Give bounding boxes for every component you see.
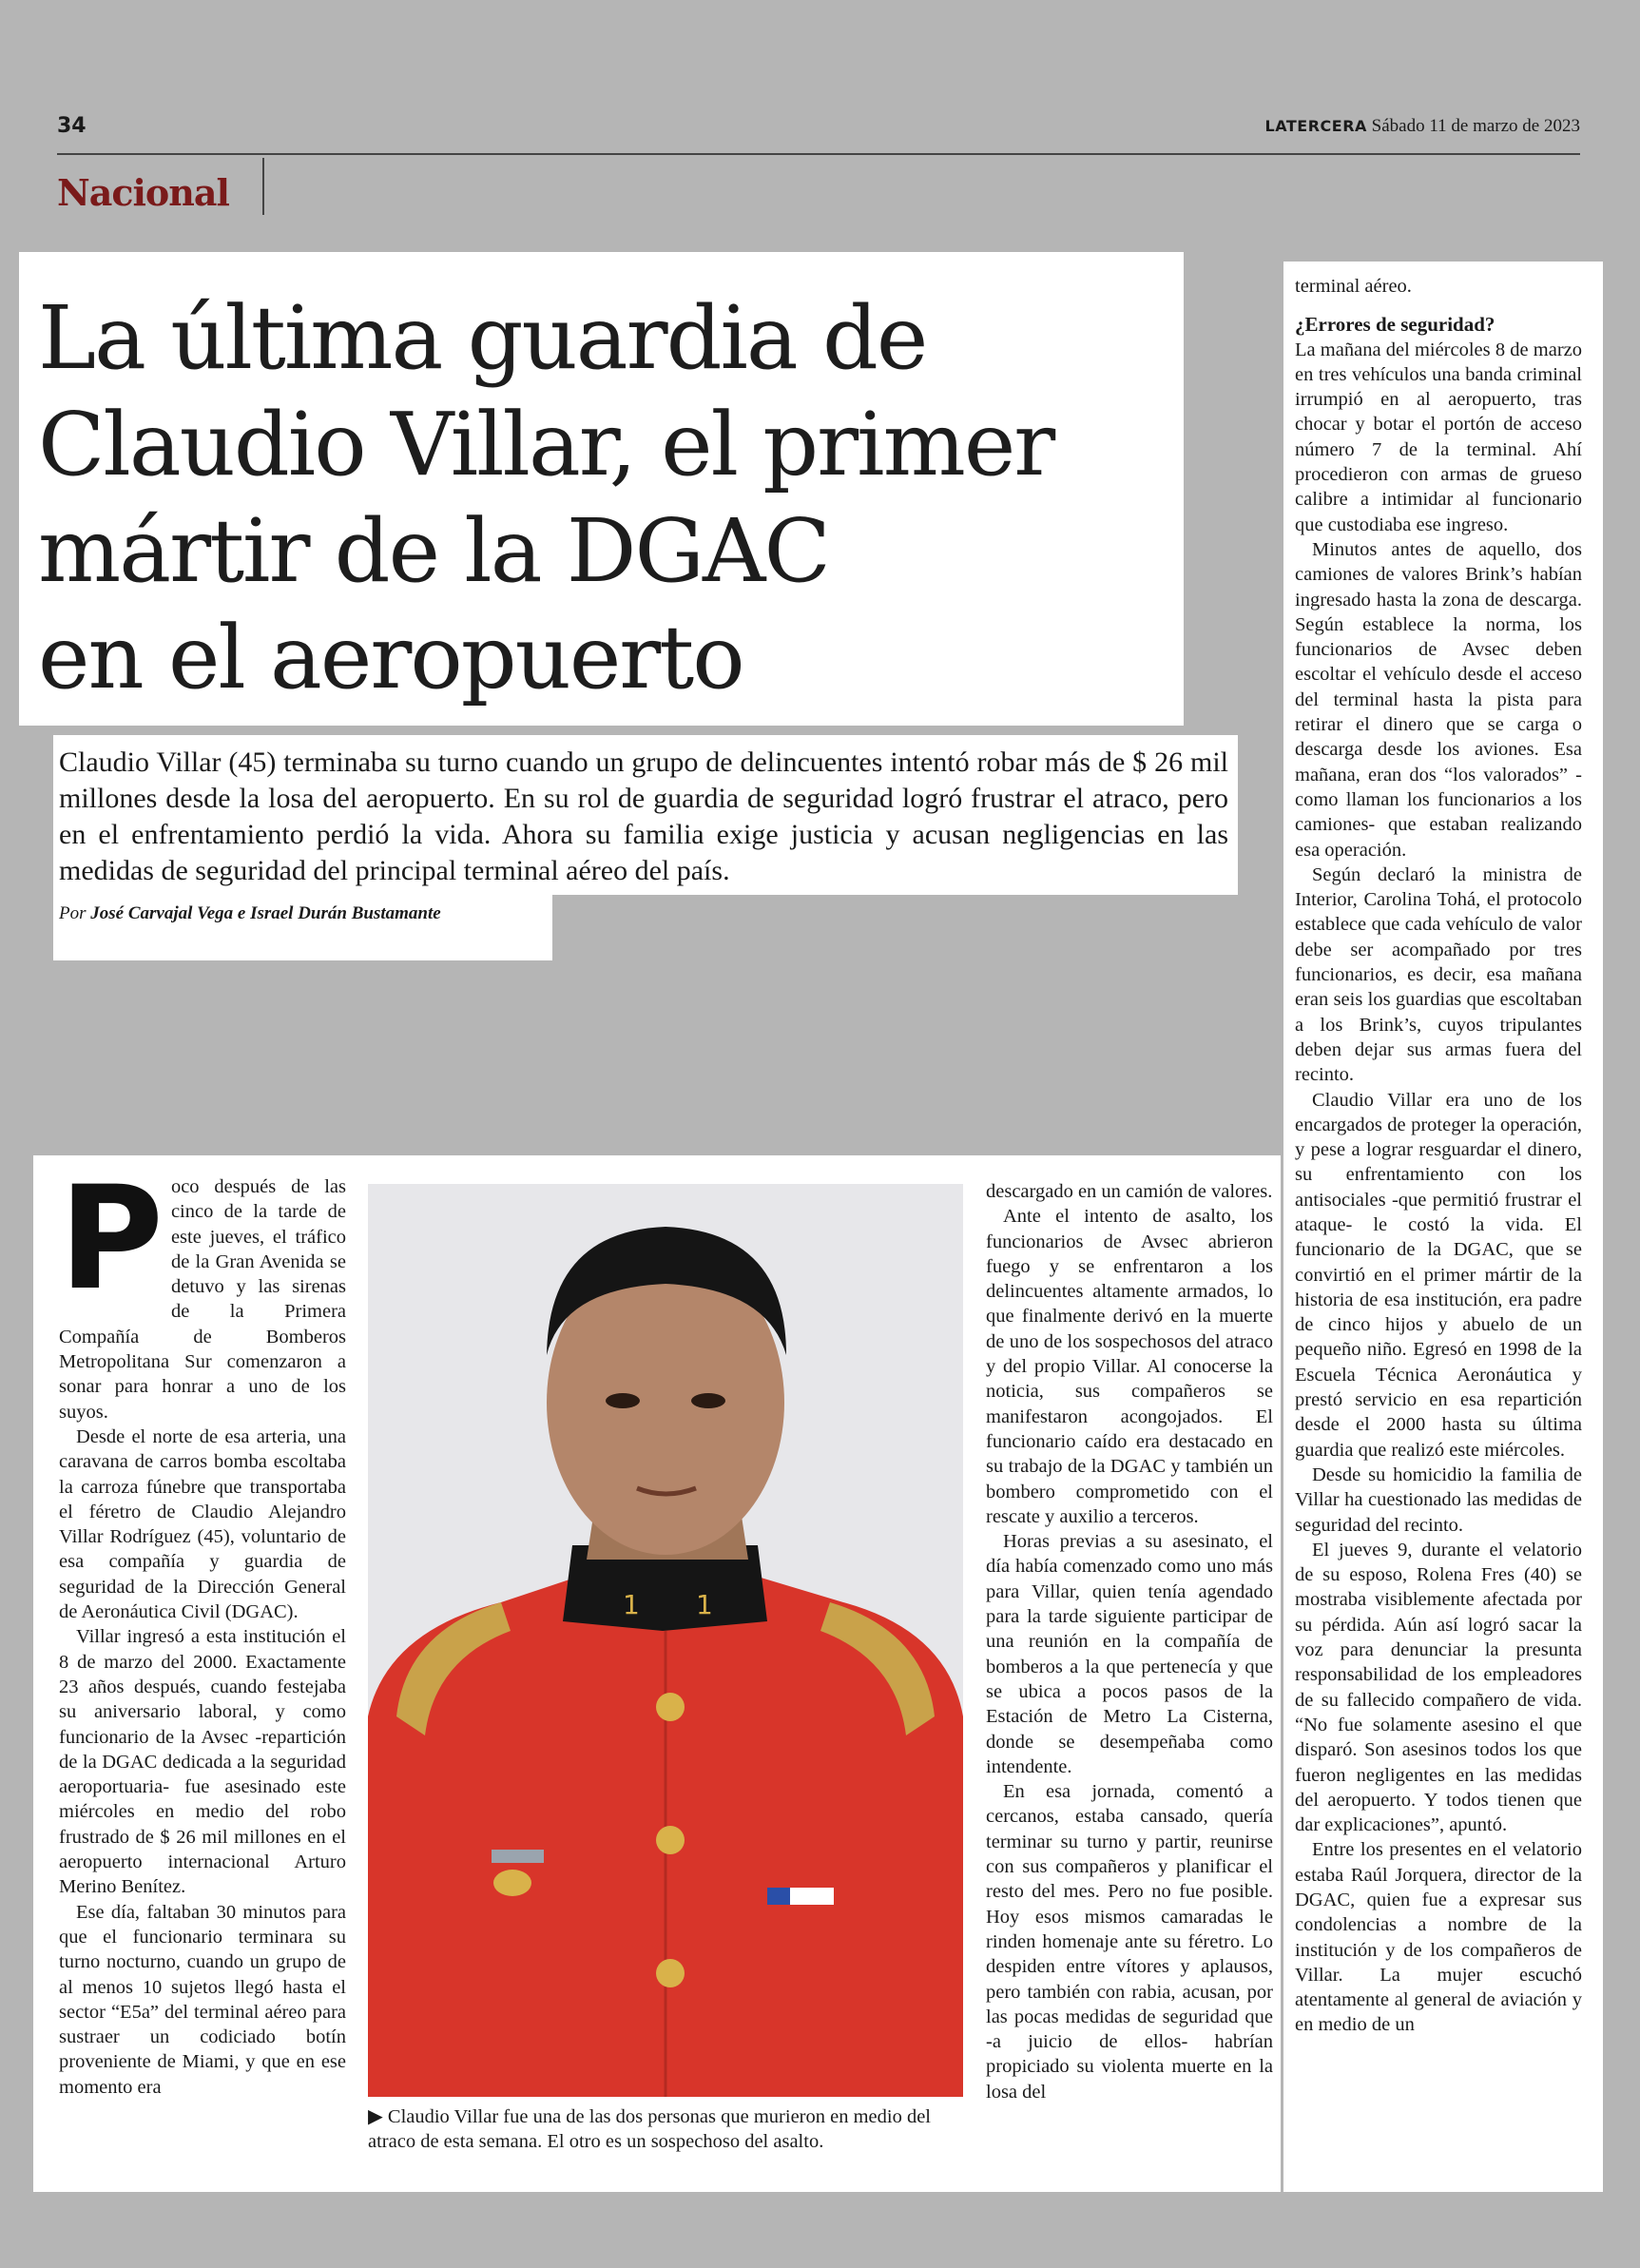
header-rule xyxy=(57,153,1580,155)
headline xyxy=(38,285,1160,711)
issue-date: Sábado 11 de marzo de 2023 xyxy=(1371,116,1580,136)
svg-text:1: 1 xyxy=(623,1589,640,1620)
paragraph: En esa jornada, comentó a cercanos, estaba cansado, quería terminar su turno y partir, reunirse con sus compañeros y planificar el resto del mes. Pero no fue posible. Hoy esos mismos camaradas le rinden homenaje ante su féretro. Lo despiden entre vítores y aplausos, pero también con rabia, acusan, por las pocas medidas de seguridad que -a juicio de ellos- habrían propiciado su violenta muerte en la losa del xyxy=(986,1781,1273,2103)
paragraph: terminal aéreo. xyxy=(1295,276,1412,297)
headline-line: en el aeropuerto xyxy=(38,607,743,708)
subhead: ¿Errores de seguridad? xyxy=(1295,313,1495,337)
paragraph: descargado en un camión de valores. xyxy=(986,1181,1273,1202)
byline-authors: José Carvajal Vega e Israel Durán Bustamante xyxy=(90,903,441,923)
body-column-3 xyxy=(986,1179,1273,2104)
paragraph: oco después de las cinco de la tarde de este jueves, el tráfico de la Gran Avenida se detuvo y las sirenas de la Primera Compañía de Bomberos Metropolitana Sur comenzaron a sonar para honrar a uno de los suyos. xyxy=(59,1176,346,1423)
drop-cap: P xyxy=(59,1156,164,1322)
newspaper-brand: LATERCERA xyxy=(1264,117,1367,135)
masthead xyxy=(1265,116,1580,137)
paragraph: Minutos antes de aquello, dos camiones de valores Brink’s habían ingresado hasta la zona de descarga. Según establece la norma, los funcionarios de Avsec deben escoltar el vehículo desde el acceso del terminal hasta la pista para retirar el dinero que se carga o descarga desde los aviones. Esa mañana, eran dos “los valorados” -como llaman los funcionarios a los camiones- que estaban realizando esa operación. xyxy=(1295,538,1582,861)
paragraph: Desde el norte de esa arteria, una caravana de carros bomba escoltaba la carroza fúnebre que transportaba el féretro de Claudio Alejandro Villar Rodríguez (45), voluntario de esa compañía y guardia de seguridad de la Dirección General de Aeronáutica Civil (DGAC). xyxy=(59,1425,346,1623)
section-label: Nacional xyxy=(57,171,229,214)
headline-line: Claudio Villar, el primer xyxy=(38,394,1054,495)
body-column-4 xyxy=(1295,274,1582,2038)
page-number: 34 xyxy=(57,114,87,138)
body-column-1 xyxy=(59,1156,346,2100)
paragraph: Horas previas a su asesinato, el día había comenzado como uno más para Villar, quien tenía agendado para la tarde siguiente participar de una reunión en la compañía de bomberos a la que pertenecía y que se ubica a pocos pasos de la Estación de Metro La Cisterna, donde se desempeñaba como intendente. xyxy=(986,1531,1273,1777)
svg-text:1: 1 xyxy=(696,1589,713,1620)
headline-line: mártir de la DGAC xyxy=(38,500,829,602)
byline xyxy=(59,903,441,924)
paragraph: Villar ingresó a esta institución el 8 de marzo del 2000. Exactamente 23 años después, cuando festejaba su aniversario laboral, y como funcionario de la Avsec -repartición de la DGAC dedicada a la seguridad aeroportuaria- fue asesinado este miércoles en medio del robo frustrado de $ 26 mil millones en el aeropuerto internacional Arturo Merino Benítez. xyxy=(59,1626,346,1898)
paragraph: Según declaró la ministra de Interior, Carolina Tohá, el protocolo establece que cada vehículo de valor debe ser acompañado por tres funcionarios, es decir, esa mañana eran seis los guardias que escoltaban a los Brink’s, cuyos tripulantes deben dejar sus armas fuera del recinto. xyxy=(1295,863,1582,1086)
section-divider xyxy=(262,158,264,215)
paragraph: Claudio Villar era uno de los encargados de proteger la operación, y pese a lograr resguardar el dinero, su enfrentamiento con los antisociales -que permitió frustrar el ataque- le costó la vida. El funcionario de la DGAC, que se convirtió en el primer mártir de la historia de esa institución, era padre de cinco hijos y abuelo de un pequeño niño. Egresó en 1998 de la Escuela Técnica Aeronáutica y prestó servicio en esa repartición desde el 2000 hasta su última guardia que realizó este miércoles. xyxy=(1295,1089,1582,1461)
paragraph: El jueves 9, durante el velatorio de su esposo, Rolena Fres (40) se mostraba visiblemente afectada por su pérdida. Aún así logró sacar la voz para denunciar la presunta responsabilidad de los empleadores de su fallecido compañero de vida. “No fue solamente asesino el que disparó. Son asesinos todos los que fueron negligentes en las medidas del aeropuerto. Y todos tienen que dar explicaciones”, apuntó. xyxy=(1295,1539,1582,1836)
deck: Claudio Villar (45) terminaba su turno cuando un grupo de delincuentes intentó robar más de $ 26 mil millones desde la losa del aeropuerto. En su rol de guardia de seguridad logró frustrar el atraco, pero en el enfrentamiento perdió la vida. Ahora su familia exige justicia y acusan negligencias en las medidas de seguridad del principal terminal aéreo del país. xyxy=(59,746,1228,886)
paragraph: Desde su homicidio la familia de Villar ha cuestionado las medidas de seguridad del recinto. xyxy=(1295,1464,1582,1536)
byline-prefix: Por xyxy=(59,903,87,923)
paragraph: Ese día, faltaban 30 minutos para que el funcionario terminara su turno nocturno, cuando un grupo de al menos 10 sujetos llegó hasta el sector “E5a” del terminal aéreo para sustraer un codiciado botín proveniente de Miami, y que en ese momento era xyxy=(59,1901,346,2098)
headline-line: La última guardia de xyxy=(38,287,927,389)
paragraph: Ante el intento de asalto, los funcionarios de Avsec abrieron fuego y se enfrentaron a los delincuentes altamente armados, lo que finalmente derivó en la muerte de uno de los sospechosos del atraco y del propio Villar. Al conocerse la noticia, sus compañeros se manifestaron acongojados. El funcionario caído era destacado en su trabajo de la DGAC y también un bombero comprometido con el rescate y auxilio a terceros. xyxy=(986,1206,1273,1527)
photo-caption: ▶ Claudio Villar fue una de las dos personas que murieron en medio del atraco de esta semana. El otro es un sospechoso del asalto. xyxy=(368,2106,931,2152)
portrait-uniform-icon xyxy=(368,1184,963,2097)
paragraph: Entre los presentes en el velatorio estaba Raúl Jorquera, director de la DGAC, quien fue a expresar sus condolencias a nombre de la institución y de los compañeros de Villar. La mujer escuchó atentamente al general de aviación y en medio de un xyxy=(1295,1839,1582,2036)
paragraph: La mañana del miércoles 8 de marzo en tres vehículos una banda criminal irrumpió en al aeropuerto, tras chocar y botar el portón de acceso número 7 de la terminal. Ahí procedieron con armas de grueso calibre a intimidar al funcionario que custodiaba ese ingreso. xyxy=(1295,339,1582,535)
portrait-photo xyxy=(368,1184,963,2097)
